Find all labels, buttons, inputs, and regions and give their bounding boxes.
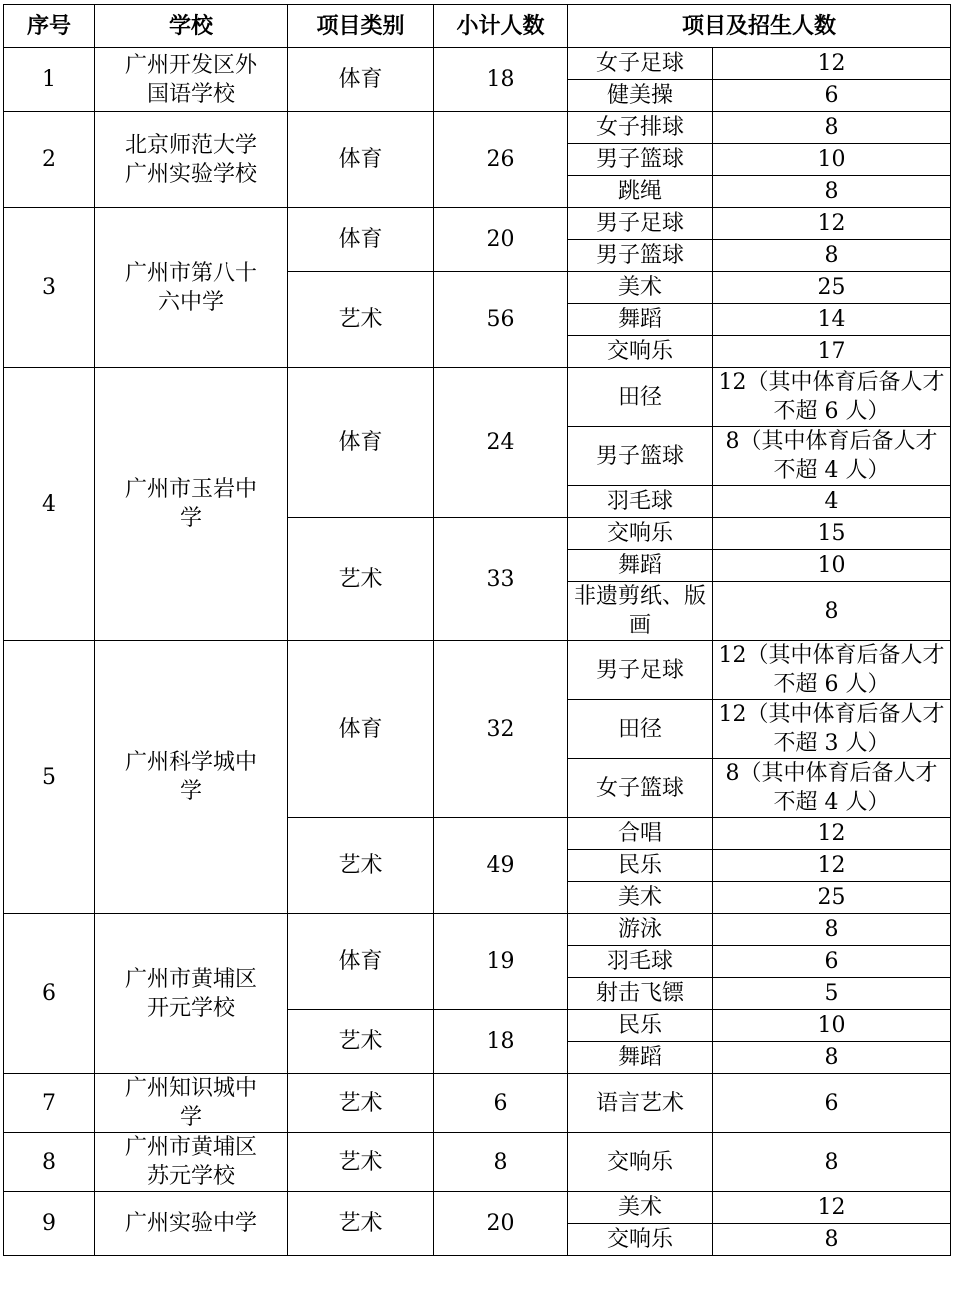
project-cell: 交响乐	[568, 1133, 713, 1192]
table-row	[4, 368, 951, 427]
seq-cell: 5	[4, 641, 95, 914]
project-cell: 男子足球	[568, 641, 713, 700]
category-cell: 艺术	[288, 818, 434, 914]
count-cell: 10	[713, 550, 951, 582]
school-name-cell: 北京师范大学广州实验学校	[95, 112, 288, 208]
project-cell: 民乐	[568, 1010, 713, 1042]
subtotal-cell: 20	[434, 208, 568, 272]
count-cell: 8	[713, 1133, 951, 1192]
category-cell: 体育	[288, 641, 434, 818]
project-cell: 合唱	[568, 818, 713, 850]
count-cell: 8（其中体育后备人才不超 4 人）	[713, 427, 951, 486]
project-cell: 交响乐	[568, 1224, 713, 1256]
category-cell: 体育	[288, 368, 434, 518]
category-cell: 艺术	[288, 1074, 434, 1133]
subtotal-cell: 32	[434, 641, 568, 818]
count-cell: 12	[713, 1192, 951, 1224]
project-cell: 跳绳	[568, 176, 713, 208]
project-cell: 交响乐	[568, 518, 713, 550]
project-cell: 健美操	[568, 80, 713, 112]
header-projects: 项目及招生人数	[568, 5, 951, 48]
table-body	[4, 48, 951, 1256]
count-cell: 12（其中体育后备人才不超 3 人）	[713, 700, 951, 759]
project-cell: 女子足球	[568, 48, 713, 80]
table-row	[4, 48, 951, 80]
table-row	[4, 1074, 951, 1133]
project-cell: 女子排球	[568, 112, 713, 144]
seq-cell: 4	[4, 368, 95, 641]
subtotal-cell: 18	[434, 1010, 568, 1074]
category-cell: 艺术	[288, 1010, 434, 1074]
count-cell: 8	[713, 582, 951, 641]
table-row	[4, 641, 951, 700]
category-cell: 艺术	[288, 1192, 434, 1256]
header-school: 学校	[95, 5, 288, 48]
seq-cell: 2	[4, 112, 95, 208]
seq-cell: 6	[4, 914, 95, 1074]
subtotal-cell: 56	[434, 272, 568, 368]
seq-cell: 3	[4, 208, 95, 368]
category-cell: 艺术	[288, 1133, 434, 1192]
count-cell: 6	[713, 1074, 951, 1133]
project-cell: 游泳	[568, 914, 713, 946]
school-name-cell: 广州市黄埔区开元学校	[95, 914, 288, 1074]
count-cell: 8	[713, 914, 951, 946]
school-name-cell: 广州实验中学	[95, 1192, 288, 1256]
seq-cell: 8	[4, 1133, 95, 1192]
count-cell: 8	[713, 1042, 951, 1074]
subtotal-cell: 18	[434, 48, 568, 112]
count-cell: 6	[713, 80, 951, 112]
seq-cell: 1	[4, 48, 95, 112]
header-seq: 序号	[4, 5, 95, 48]
school-name-cell: 广州开发区外国语学校	[95, 48, 288, 112]
header-category: 项目类别	[288, 5, 434, 48]
school-name-cell: 广州市玉岩中学	[95, 368, 288, 641]
project-cell: 射击飞镖	[568, 978, 713, 1010]
category-cell: 体育	[288, 914, 434, 1010]
subtotal-cell: 8	[434, 1133, 568, 1192]
enrollment-table	[3, 4, 951, 1256]
count-cell: 8	[713, 1224, 951, 1256]
subtotal-cell: 49	[434, 818, 568, 914]
subtotal-cell: 26	[434, 112, 568, 208]
count-cell: 8	[713, 176, 951, 208]
count-cell: 14	[713, 304, 951, 336]
count-cell: 15	[713, 518, 951, 550]
count-cell: 25	[713, 272, 951, 304]
project-cell: 田径	[568, 368, 713, 427]
header-row	[4, 5, 951, 48]
project-cell: 民乐	[568, 850, 713, 882]
count-cell: 12（其中体育后备人才不超 6 人）	[713, 641, 951, 700]
subtotal-cell: 24	[434, 368, 568, 518]
table-row	[4, 1192, 951, 1224]
count-cell: 10	[713, 1010, 951, 1042]
seq-cell: 7	[4, 1074, 95, 1133]
count-cell: 12	[713, 850, 951, 882]
table-row	[4, 208, 951, 240]
subtotal-cell: 33	[434, 518, 568, 641]
category-cell: 体育	[288, 48, 434, 112]
count-cell: 12（其中体育后备人才不超 6 人）	[713, 368, 951, 427]
table-row	[4, 112, 951, 144]
count-cell: 8（其中体育后备人才不超 4 人）	[713, 759, 951, 818]
count-cell: 10	[713, 144, 951, 176]
project-cell: 女子篮球	[568, 759, 713, 818]
project-cell: 非遗剪纸、版画	[568, 582, 713, 641]
project-cell: 男子足球	[568, 208, 713, 240]
subtotal-cell: 6	[434, 1074, 568, 1133]
count-cell: 12	[713, 208, 951, 240]
count-cell: 12	[713, 48, 951, 80]
subtotal-cell: 20	[434, 1192, 568, 1256]
project-cell: 美术	[568, 882, 713, 914]
project-cell: 美术	[568, 1192, 713, 1224]
project-cell: 羽毛球	[568, 946, 713, 978]
table-row	[4, 914, 951, 946]
project-cell: 交响乐	[568, 336, 713, 368]
table-row	[4, 1133, 951, 1192]
project-cell: 田径	[568, 700, 713, 759]
category-cell: 艺术	[288, 518, 434, 641]
project-cell: 舞蹈	[568, 304, 713, 336]
school-name-cell: 广州市黄埔区苏元学校	[95, 1133, 288, 1192]
project-cell: 羽毛球	[568, 486, 713, 518]
subtotal-cell: 19	[434, 914, 568, 1010]
category-cell: 艺术	[288, 272, 434, 368]
count-cell: 25	[713, 882, 951, 914]
count-cell: 8	[713, 112, 951, 144]
count-cell: 17	[713, 336, 951, 368]
project-cell: 美术	[568, 272, 713, 304]
project-cell: 男子篮球	[568, 240, 713, 272]
project-cell: 舞蹈	[568, 550, 713, 582]
school-name-cell: 广州市第八十六中学	[95, 208, 288, 368]
project-cell: 语言艺术	[568, 1074, 713, 1133]
seq-cell: 9	[4, 1192, 95, 1256]
count-cell: 8	[713, 240, 951, 272]
category-cell: 体育	[288, 208, 434, 272]
count-cell: 6	[713, 946, 951, 978]
count-cell: 12	[713, 818, 951, 850]
project-cell: 男子篮球	[568, 144, 713, 176]
header-subtotal: 小计人数	[434, 5, 568, 48]
project-cell: 舞蹈	[568, 1042, 713, 1074]
count-cell: 5	[713, 978, 951, 1010]
school-name-cell: 广州知识城中学	[95, 1074, 288, 1133]
project-cell: 男子篮球	[568, 427, 713, 486]
category-cell: 体育	[288, 112, 434, 208]
count-cell: 4	[713, 486, 951, 518]
school-name-cell: 广州科学城中学	[95, 641, 288, 914]
